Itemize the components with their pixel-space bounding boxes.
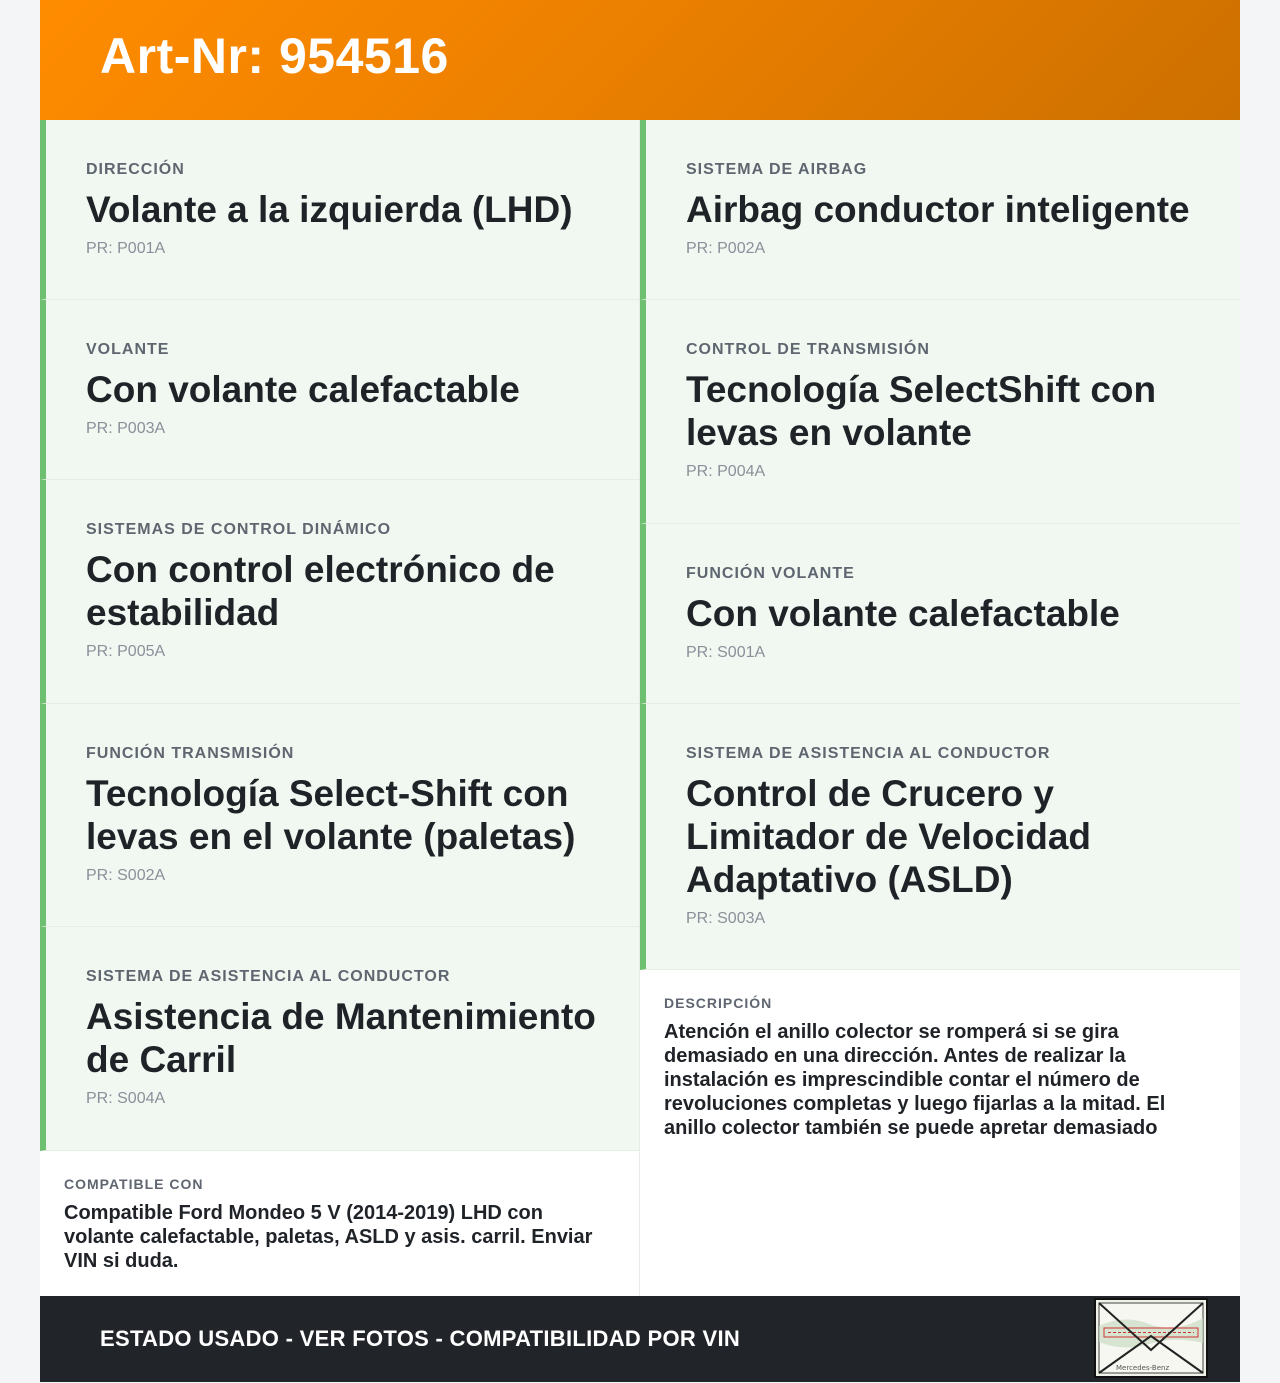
spec-category: VOLANTE: [86, 341, 170, 358]
spec-category: DIRECCIÓN: [86, 161, 185, 178]
spec-pr-code: PR: P003A: [86, 420, 166, 437]
spec-pr-code: PR: S003A: [686, 910, 766, 927]
spec-value: Control de Crucero y Limitador de Velocidad Adaptativo (ASLD): [686, 773, 1092, 900]
spec-category: FUNCIÓN VOLANTE: [686, 565, 855, 582]
spec-card: [40, 300, 640, 480]
spec-category: FUNCIÓN TRANSMISIÓN: [86, 745, 295, 762]
spec-value: Asistencia de Mantenimiento de Carril: [86, 996, 596, 1080]
spec-card: [640, 524, 1240, 704]
spec-pr-code: PR: P004A: [686, 463, 766, 480]
spec-card: [40, 927, 640, 1151]
spec-pr-code: PR: P002A: [686, 240, 766, 257]
spec-value: Tecnología SelectShift con levas en volante: [686, 369, 1157, 453]
right-column: [640, 120, 1240, 970]
compatible-section: [40, 1151, 640, 1296]
spec-card: [40, 120, 640, 300]
spec-category: SISTEMA DE ASISTENCIA AL CONDUCTOR: [686, 745, 1051, 762]
footer-status-text: ESTADO USADO - VER FOTOS - COMPATIBILIDAD POR VIN: [100, 1326, 741, 1351]
spec-pr-code: PR: S001A: [686, 644, 766, 661]
left-column: [40, 120, 640, 1151]
spec-card: [40, 704, 640, 927]
spec-pr-code: PR: S004A: [86, 1090, 166, 1107]
description-text: Atención el anillo colector se romperá si se gira demasiado en una dirección. Antes de realizar la instalación es imprescindible contar el número de revoluciones completas y luego fijarlas a la mitad. El anillo colector también se puede apretar demasiado: [664, 1021, 1166, 1139]
footer-bar: [40, 1296, 1240, 1382]
spec-category: SISTEMA DE ASISTENCIA AL CONDUCTOR: [86, 968, 451, 985]
spec-value: Con volante calefactable: [86, 369, 520, 410]
spec-value: Con volante calefactable: [686, 593, 1120, 634]
spec-pr-code: PR: P005A: [86, 643, 166, 660]
description-section: [640, 970, 1240, 1296]
spec-category: SISTEMA DE AIRBAG: [686, 161, 868, 178]
compatible-label: COMPATIBLE CON: [64, 1176, 204, 1192]
spec-value: Con control electrónico de estabilidad: [86, 549, 555, 633]
spec-value: Volante a la izquierda (LHD): [86, 189, 573, 230]
spec-card: [640, 300, 1240, 524]
spec-value: Airbag conductor inteligente: [686, 189, 1190, 230]
spec-card: [640, 120, 1240, 300]
spec-pr-code: PR: P001A: [86, 240, 166, 257]
article-number-title: Art-Nr: 954516: [100, 28, 449, 84]
spec-category: SISTEMAS DE CONTROL DINÁMICO: [86, 521, 392, 538]
envelope-stamp-icon: [1094, 1298, 1208, 1378]
spec-pr-code: PR: S002A: [86, 867, 166, 884]
header-bar: [40, 0, 1240, 120]
description-label: DESCRIPCIÓN: [664, 995, 773, 1011]
spec-category: CONTROL DE TRANSMISIÓN: [686, 341, 930, 358]
page: [40, 0, 1240, 1382]
spec-card: [40, 480, 640, 704]
compatible-text: Compatible Ford Mondeo 5 V (2014-2019) LHD con volante calefactable, paletas, ASLD y asis. carril. Enviar VIN si duda.: [64, 1202, 593, 1272]
stamp-caption: Mercedes-Benz: [1116, 1364, 1170, 1372]
spec-value: Tecnología Select-Shift con levas en el volante (paletas): [86, 773, 576, 857]
spec-card: [640, 704, 1240, 970]
